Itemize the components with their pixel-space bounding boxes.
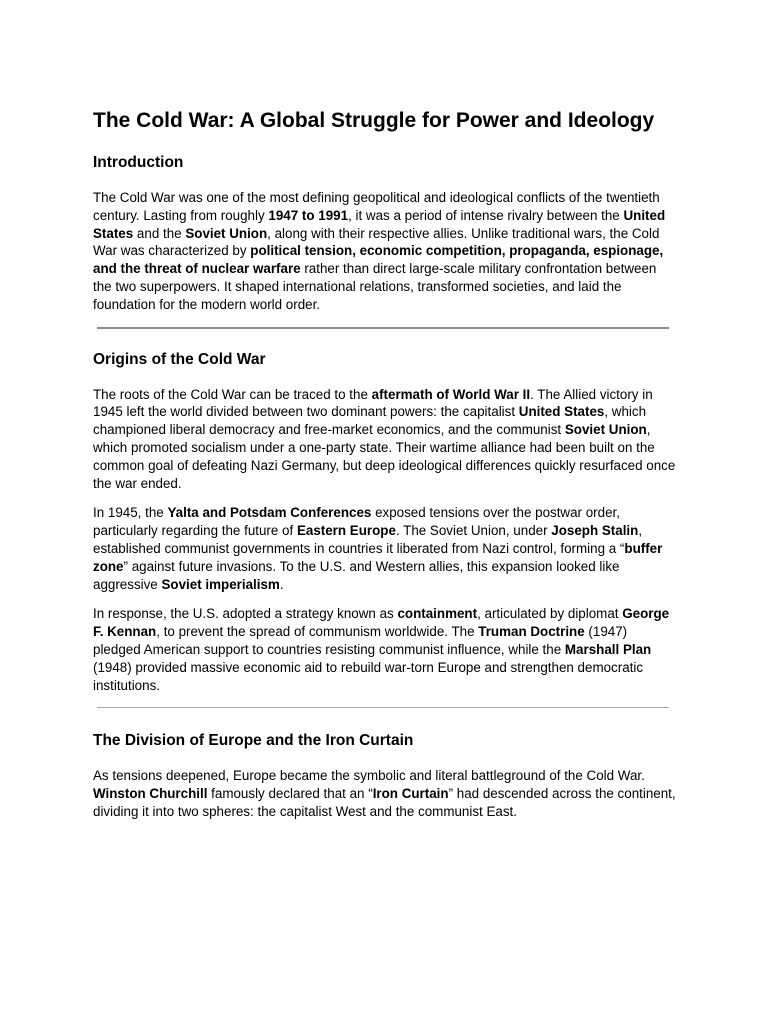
text-run: , it was a period of intense rivalry between the xyxy=(348,207,624,223)
text-run: . xyxy=(279,576,284,592)
section-divider xyxy=(97,707,669,708)
section-divider xyxy=(97,327,669,329)
text-run: As tensions deepened, Europe became the symbolic and literal battleground of the Cold War. xyxy=(93,768,645,784)
bold-text: buffer zone xyxy=(93,540,663,574)
bold-text: Truman Doctrine xyxy=(478,624,585,640)
text-run: rather than direct large-scale military confrontation between the two superpowers. It shaped international relations, transformed societies, and laid the foundation for the modern world order. xyxy=(93,261,657,312)
bold-text: Joseph Stalin xyxy=(551,523,639,539)
bold-text: Eastern Europe xyxy=(296,523,396,539)
text-run: In response, the U.S. adopted a strategy known as xyxy=(93,606,398,622)
text-run: famously declared that an “ xyxy=(207,786,373,802)
paragraph xyxy=(93,386,677,493)
text-run: (1948) provided massive economic aid to rebuild war-torn Europe and strengthen democratic institutions. xyxy=(93,659,644,693)
bold-text: 1947 to 1991 xyxy=(268,207,349,223)
bold-text: United States xyxy=(93,207,666,241)
text-run: exposed tensions over the postwar order, particularly regarding the future of xyxy=(93,505,620,539)
document-body xyxy=(93,106,677,821)
document-title: The Cold War: A Global Struggle for Power and Ideology xyxy=(93,109,655,132)
bold-text: Soviet Union xyxy=(564,422,647,438)
bold-text: Soviet Union xyxy=(185,225,268,241)
section-heading: Introduction xyxy=(93,154,184,171)
text-run: (1947) pledged American support to countries resisting communist influence, while the xyxy=(93,624,628,657)
text-run: ” had descended across the continent, dividing it into two spheres: the capitalist West and the communist East. xyxy=(93,786,676,819)
text-run: , established communist governments in countries it liberated from Nazi control, forming a “ xyxy=(93,523,643,556)
bold-text: political tension, economic competition, propaganda, espionage, and the threat of nuclear warfare xyxy=(93,243,664,277)
bold-text: aftermath of World War II xyxy=(371,386,531,402)
bold-text: containment xyxy=(397,606,478,622)
section-introduction xyxy=(93,153,677,314)
text-run: In 1945, the xyxy=(93,505,168,521)
paragraph xyxy=(93,605,677,694)
text-run: The roots of the Cold War can be traced to the xyxy=(93,386,372,402)
text-run: , to prevent the spread of communism worldwide. The xyxy=(156,624,479,640)
section-heading: Origins of the Cold War xyxy=(93,350,266,368)
bold-text: George F. Kennan xyxy=(93,606,670,640)
text-run: The Cold War was one of the most defining geopolitical and ideological conflicts of the twentieth century. Lasting from roughly xyxy=(93,190,660,223)
bold-text: Soviet imperialism xyxy=(161,576,280,592)
text-run: , articulated by diplomat xyxy=(477,606,623,622)
text-run: . The Allied victory in 1945 left the world divided between two dominant powers: the capitalist xyxy=(93,386,653,420)
bold-text: United States xyxy=(518,404,605,420)
section-iron-curtain xyxy=(93,731,677,820)
paragraph xyxy=(93,189,677,314)
text-run: ” against future invasions. To the U.S. and Western allies, this expansion looked like aggressive xyxy=(93,558,620,592)
text-run: . The Soviet Union, under xyxy=(395,523,552,539)
section-origins xyxy=(93,350,677,695)
text-run: and the xyxy=(133,225,186,241)
bold-text: Yalta and Potsdam Conferences xyxy=(167,505,372,521)
text-run: , which promoted socialism under a one-party state. Their wartime alliance had been built on the common goal of defeating Nazi Germany, but deep ideological differences quickly resurfaced once the war ended. xyxy=(93,422,676,491)
bold-text: Winston Churchill xyxy=(93,786,208,802)
text-run: , along with their respective allies. Unlike traditional wars, the Cold War was characterized by xyxy=(93,225,660,259)
bold-text: Marshall Plan xyxy=(564,641,652,657)
text-run: , which championed liberal democracy and free-market economics, and the communist xyxy=(93,404,647,438)
bold-text: Iron Curtain xyxy=(372,786,449,802)
paragraph xyxy=(93,767,677,820)
section-heading: The Division of Europe and the Iron Curtain xyxy=(93,732,414,750)
paragraph xyxy=(93,504,677,593)
